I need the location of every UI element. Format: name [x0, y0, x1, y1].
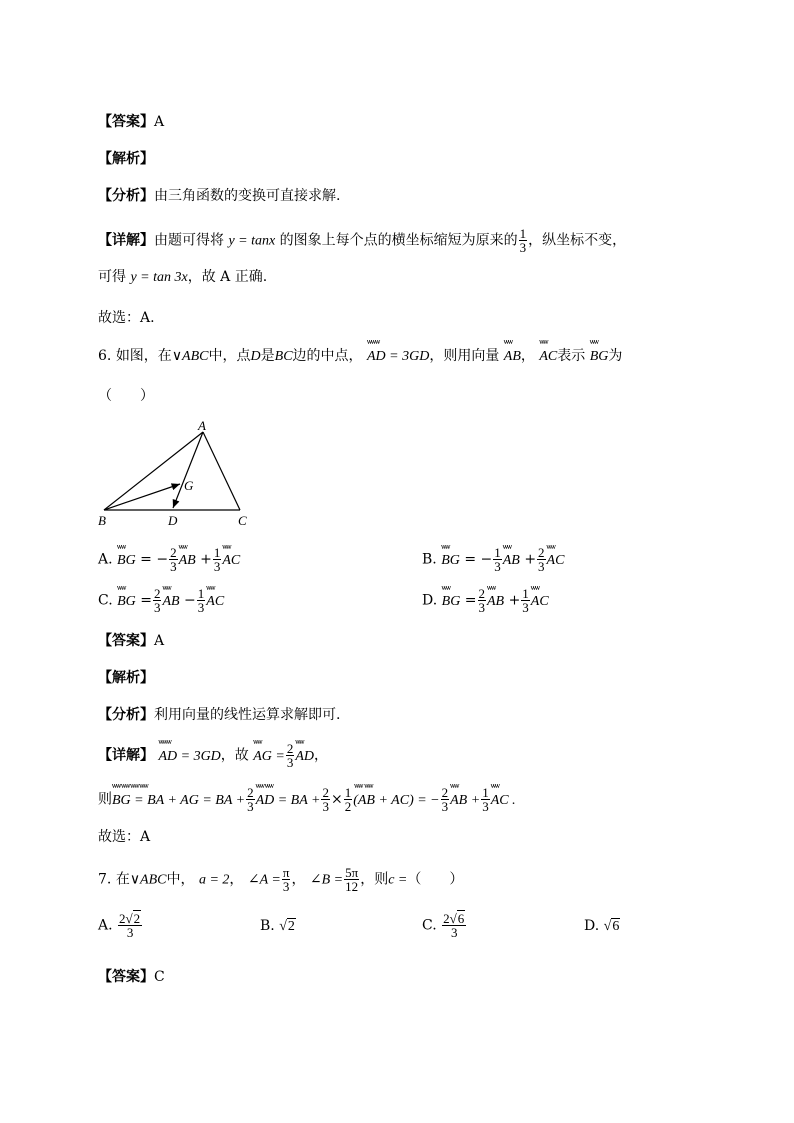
- label-d: D: [168, 513, 178, 528]
- triangle-figure: [92, 418, 262, 530]
- detail-fraction: $\frac{1}{3}$: [519, 226, 527, 255]
- q6-option-c[interactable]: C. ѡѡ BG = $\frac{2}{3}$ ѡѡ AB − $\frac{1}{3}$ ѡѡ AC: [98, 582, 225, 615]
- q5-answer-line: [98, 113, 164, 131]
- q7-answer-line: 【答案】C: [98, 969, 165, 985]
- fenxi-text: 由三角函数的变换可直接求解.: [154, 188, 341, 204]
- label-a: A: [198, 418, 206, 433]
- detail-text-c: ，纵坐标不变，: [528, 232, 627, 249]
- vector-bg: ѡѡ BG: [589, 337, 609, 364]
- vector-bg-arrow: [104, 484, 180, 510]
- answer-value: A: [154, 114, 165, 130]
- q5-analysis-tag: 【解析】: [98, 151, 154, 167]
- side-ac: [203, 432, 240, 510]
- q6-chain-line: 则 ѡѡ ѡѡ ѡѡ ѡѡ BG = BA + AG = BA + $\frac{2}{3}$ ѡѡ ѡѡ AD = BA + $\frac{2}{3}$ × $\frac{1}{2}$ ѡѡ ѡѡ (AB + AC) = − $\frac{2}{3}$ ѡѡ AB + $\frac{1}{3}$ ѡѡ AC .: [98, 780, 516, 814]
- q7-stem: 7. 在∨ABC中， a = 2， ∠A = $\frac{\pi}{3}$ ， ∠B = $\frac{5\pi}{12}$ ，则c =（ ）: [98, 865, 464, 894]
- q7-option-a[interactable]: A. $\frac{2√2}{3}$: [98, 911, 141, 940]
- label-g: G: [184, 478, 194, 493]
- q5-detail-line: [98, 227, 626, 254]
- detail-func: y = tanx: [228, 233, 276, 249]
- line2-func: y = tan 3x: [130, 270, 188, 285]
- label-c: C: [238, 513, 247, 528]
- q6-detail-line: 【详解】 ѡѡѡ AD = 3GD，故 ѡѡ AG = $\frac{2}{3}$ ѡѡ AD，: [98, 736, 329, 770]
- q6-conclusion: 故选：A: [98, 829, 151, 845]
- q6-analysis-tag: 【解析】: [98, 670, 154, 686]
- q6-option-a[interactable]: A. ѡѡ BG = − $\frac{2}{3}$ ѡѡ AB + $\frac{1}{3}$ ѡѡ AC: [98, 541, 241, 574]
- q7-option-d[interactable]: D. √6: [584, 918, 620, 934]
- q6-fenxi-line: 【分析】利用向量的线性运算求解即可.: [98, 707, 341, 723]
- vector-ad-eq: ѡѡѡ AD = 3GD: [366, 337, 430, 364]
- vector-ac: ѡѡ AC: [539, 337, 558, 364]
- answer-tag: 【答案】: [98, 114, 154, 130]
- fenxi-tag: 【分析】: [98, 188, 154, 204]
- detail-text-b: 的图象上每个点的横坐标缩短为原来的: [279, 232, 518, 249]
- q5-fenxi-line: [98, 187, 340, 205]
- q5-line2: 可得 y = tan 3x，故 A 正确.: [98, 269, 268, 285]
- q6-stem: 6. 如图，在∨ABC中，点D是BC边的中点， ѡѡѡ AD = 3GD，则用向量 ѡѡ AB， ѡѡ AC表示 ѡѡ BG为: [98, 337, 623, 364]
- detail-text-a: 由题可得将: [154, 232, 224, 249]
- q6-number: 6.: [98, 348, 112, 364]
- q7-option-b[interactable]: B. √2: [260, 918, 295, 934]
- detail-tag: 【详解】: [98, 232, 154, 249]
- q5-conclusion: 故选：A.: [98, 310, 155, 326]
- q6-paren: （ ）: [98, 388, 154, 404]
- label-b: B: [98, 513, 106, 528]
- q6-option-b[interactable]: B. ѡѡ BG = − $\frac{1}{3}$ ѡѡ AB + $\frac{2}{3}$ ѡѡ AC: [422, 541, 565, 574]
- vector-ab: ѡѡ AB: [503, 337, 521, 364]
- q6-option-d[interactable]: D. ѡѡ BG = $\frac{2}{3}$ ѡѡ AB + $\frac{1}{3}$ ѡѡ AC: [422, 582, 549, 615]
- q7-option-c[interactable]: C. $\frac{2√6}{3}$: [422, 911, 465, 940]
- q6-answer-line: 【答案】A: [98, 633, 165, 649]
